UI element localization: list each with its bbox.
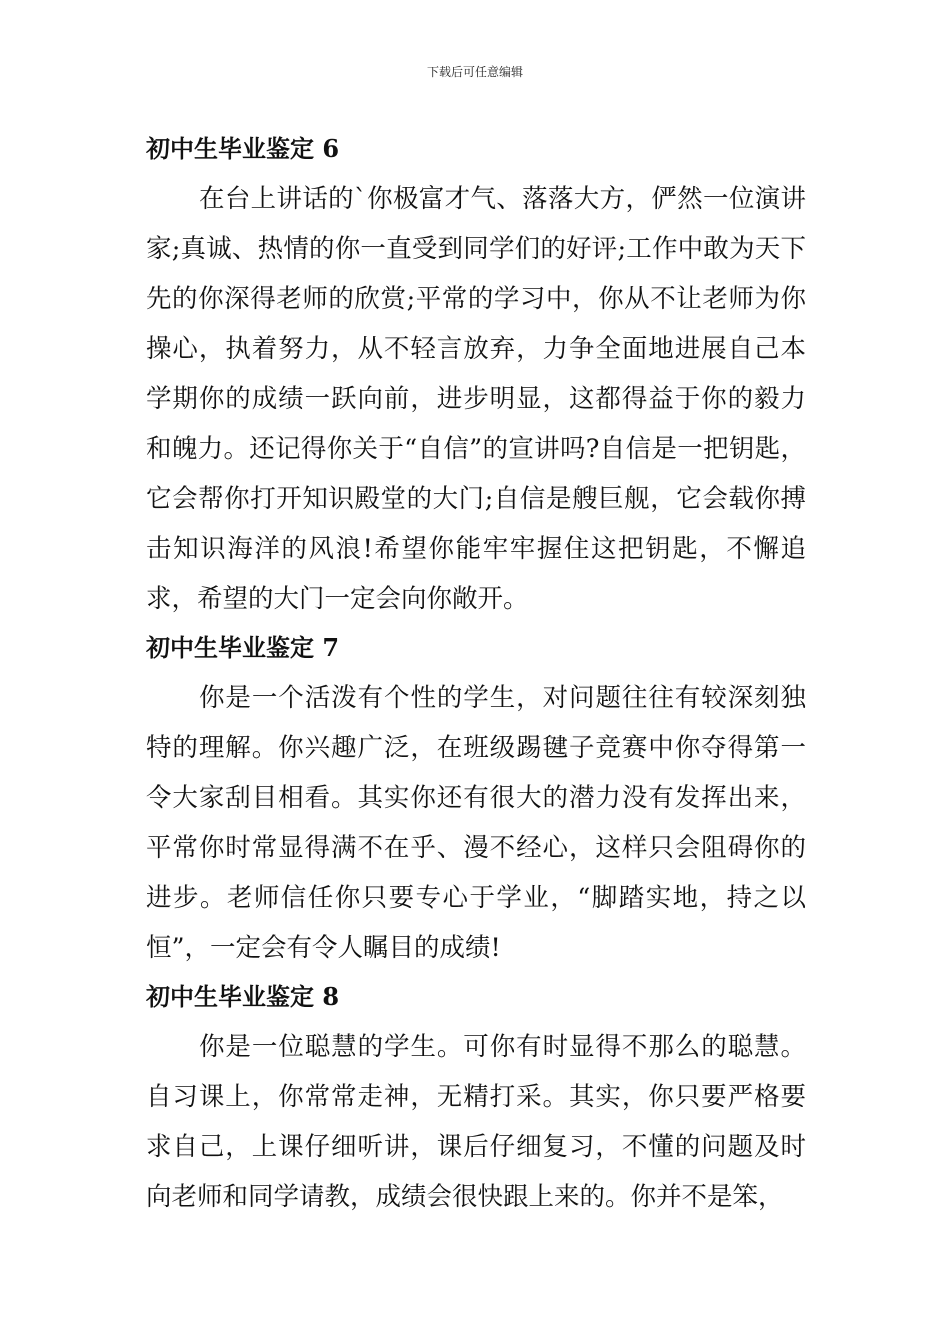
section-7	[146, 628, 806, 973]
section-paragraph: 你是一个活泼有个性的学生，对问题往往有较深刻独特的理解。你兴趣广泛，在班级踢毽子竞赛中你夺得第一令大家刮目相看。其实你还有很大的潜力没有发挥出来，平常你时常显得满不在乎、漫不经心，这样只会阻碍你的进步。老师信任你只要专心于学业，“脚踏实地，持之以恒”，一定会有令人瞩目的成绩!	[146, 683, 806, 963]
document-body	[146, 129, 806, 1226]
section-paragraph: 你是一位聪慧的学生。可你有时显得不那么的聪慧。自习课上，你常常走神，无精打采。其实，你只要严格要求自己，上课仔细听讲，课后仔细复习，不懂的问题及时向老师和同学请教，成绩会很快跟上来的。你并不是笨，	[146, 1032, 806, 1212]
section-6	[146, 129, 806, 624]
section-title: 初中生毕业鉴定 6	[146, 134, 340, 163]
section-8	[146, 977, 806, 1222]
header-note: 下载后可任意编辑	[426, 65, 523, 79]
section-paragraph: 在台上讲话的`你极富才气、落落大方，俨然一位演讲家;真诚、热情的你一直受到同学们的好评;工作中敢为天下先的你深得老师的欣赏;平常的学习中，你从不让老师为你操心，执着努力，从不轻言放弃，力争全面地进展自己本学期你的成绩一跃向前，进步明显，这都得益于你的毅力和魄力。还记得你关于“自信”的宣讲吗?自信是一把钥匙，它会帮你打开知识殿堂的大门;自信是艘巨舰，它会载你搏击知识海洋的风浪!希望你能牢牢握住这把钥匙，不懈追求，希望的大门一定会向你敞开。	[146, 184, 806, 614]
section-title: 初中生毕业鉴定 8	[146, 982, 340, 1011]
section-title: 初中生毕业鉴定 7	[146, 633, 340, 662]
